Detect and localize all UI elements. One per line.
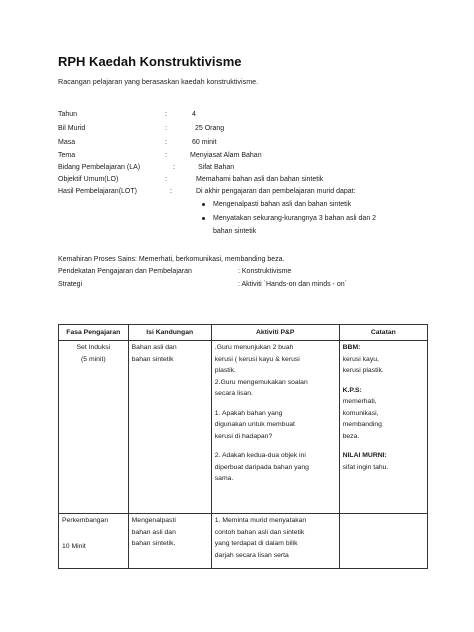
catatan-cell (339, 341, 427, 514)
info-value-hasil: Di akhir pengajaran dan pembelajaran murid dapat: (196, 188, 356, 195)
aktiviti-line: digunakan untuk membuat (214, 421, 295, 428)
info-label-tahun: Tahun (58, 111, 78, 118)
table-row (59, 341, 428, 514)
isi-text: Mengenalpasti (131, 517, 176, 524)
info-value-tema: Menyiasat Alam Bahan (190, 152, 262, 159)
isi-text: bahan asli dan (131, 528, 176, 536)
pendekatan-value: : Konstruktivisme (238, 268, 292, 275)
isi-cell (128, 341, 211, 514)
info-value-masa: 60 minit (192, 139, 217, 146)
outcome-item-continued: bahan sintetik (213, 228, 257, 235)
fasa-text: Perkembangan (62, 517, 109, 524)
fasa-text: (5 minit) (81, 355, 106, 363)
table-header-cell: Isi Kandungan (128, 325, 211, 341)
catatan-text: membanding (342, 421, 382, 428)
fasa-cell (59, 341, 129, 514)
aktiviti-line: darjah secara lisan serta (214, 551, 289, 559)
info-label-hasil: Hasil Pembelajaran(LOT) (58, 188, 137, 195)
aktiviti-line: 2. Adakah kedua-dua objek ini (214, 452, 306, 459)
spacer (343, 442, 424, 450)
page-subtitle: Racangan pelajaran yang berasaskan kaedah konstruktivisme. (58, 77, 259, 86)
info-label-tema: Tema (58, 152, 76, 159)
aktiviti-line: kerusi di hadapan? (214, 432, 273, 440)
table-header-row (59, 325, 428, 341)
catatan-text: sifat ingin tahu. (342, 463, 389, 471)
info-sep: : (170, 188, 172, 195)
aktiviti-line: sama. (214, 475, 234, 482)
catatan-nilai-label: NILAI MURNI: (342, 452, 387, 459)
info-sep: : (165, 152, 167, 159)
catatan-text: memerhati, (342, 398, 377, 405)
info-label-bil-murid: Bil Murid (58, 125, 86, 132)
catatan-kps-label: K.P.S: (342, 386, 362, 394)
aktiviti-line: plastik. (214, 367, 236, 374)
info-sep: : (173, 164, 175, 171)
info-value-objektif: Memahami bahan asli dan bahan sintetik (196, 176, 324, 183)
catatan-text: beza. (342, 432, 360, 440)
outcome-item: Mengenalpasti bahan asli dan bahan sintetik (213, 201, 352, 208)
catatan-text: kerusi plastik. (342, 367, 384, 374)
aktiviti-line: contoh bahan asli dan sintetik (214, 528, 305, 536)
aktiviti-line: yang terdapat di dalam bilik (214, 540, 298, 547)
isi-cell (128, 514, 211, 569)
aktiviti-line: diperbuat daripada bahan yang (214, 463, 309, 471)
aktiviti-line: .Guru menunjukan 2 buah (214, 344, 294, 351)
fasa-text: 10 Minit (62, 542, 86, 550)
info-sep: : (165, 125, 167, 132)
spacer (215, 442, 336, 450)
catatan-cell (339, 514, 427, 569)
page-title: RPH Kaedah Konstruktivisme (58, 54, 242, 69)
strategi-value: : Aktiviti `Hands-on dan minds - on` (238, 281, 347, 288)
bullet-icon (202, 203, 205, 206)
aktiviti-line: 1. Apakah bahan yang (214, 409, 283, 417)
info-sep: : (165, 111, 167, 118)
info-value-bil-murid: 25 Orang (195, 125, 225, 132)
pendekatan-label: Pendekatan Pengajaran dan Pembelajaran (58, 268, 192, 275)
spacer (215, 400, 336, 408)
outcome-item: Menyatakan sekurang-kurangnya 3 bahan asli dan 2 (213, 215, 377, 222)
kemahiran-text: Kemahiran Proses Sains: Memerhati, berkomunikasi, membanding beza. (58, 256, 285, 263)
aktiviti-cell (211, 514, 339, 569)
isi-text: bahan sintetik (131, 355, 174, 363)
fasa-cell (59, 514, 129, 569)
aktiviti-line: kerusi ( kerusi kayu & kerusi (214, 355, 300, 363)
isi-text: Bahan asli dan (131, 344, 177, 351)
aktiviti-line: 2.Guru mengemukakan soalan (214, 378, 308, 386)
table-header-cell: Aktiviti P&P (211, 325, 339, 341)
info-value-tahun: 4 (192, 111, 196, 118)
fasa-text: Set Induksi (76, 344, 111, 351)
table-row (59, 514, 428, 569)
aktiviti-line: secara lisan. (214, 390, 253, 397)
info-label-bidang: Bidang Pembelajaran (LA) (58, 164, 141, 171)
info-value-bidang: Sifat Bahan (198, 164, 235, 171)
info-label-masa: Masa (58, 139, 76, 146)
table-header-cell: Catatan (339, 325, 427, 341)
info-sep: : (165, 176, 167, 183)
isi-text: bahan sintetik. (131, 540, 176, 547)
strategi-label: Strategi (58, 281, 83, 288)
lesson-plan-table (58, 324, 428, 569)
info-label-objektif: Objektif Umum(LO) (58, 176, 119, 183)
aktiviti-line: 1. Meminta murid menyatakan (214, 517, 307, 524)
catatan-bbm-label: BBM: (342, 344, 361, 351)
catatan-text: komunikasi, (342, 409, 379, 417)
info-sep: : (165, 139, 167, 146)
bullet-icon (202, 217, 205, 220)
aktiviti-cell (211, 341, 339, 514)
table-header-cell: Fasa Pengajaran (59, 325, 129, 341)
spacer (62, 527, 125, 541)
catatan-text: kerusi kayu, (342, 355, 379, 363)
spacer (343, 377, 424, 385)
